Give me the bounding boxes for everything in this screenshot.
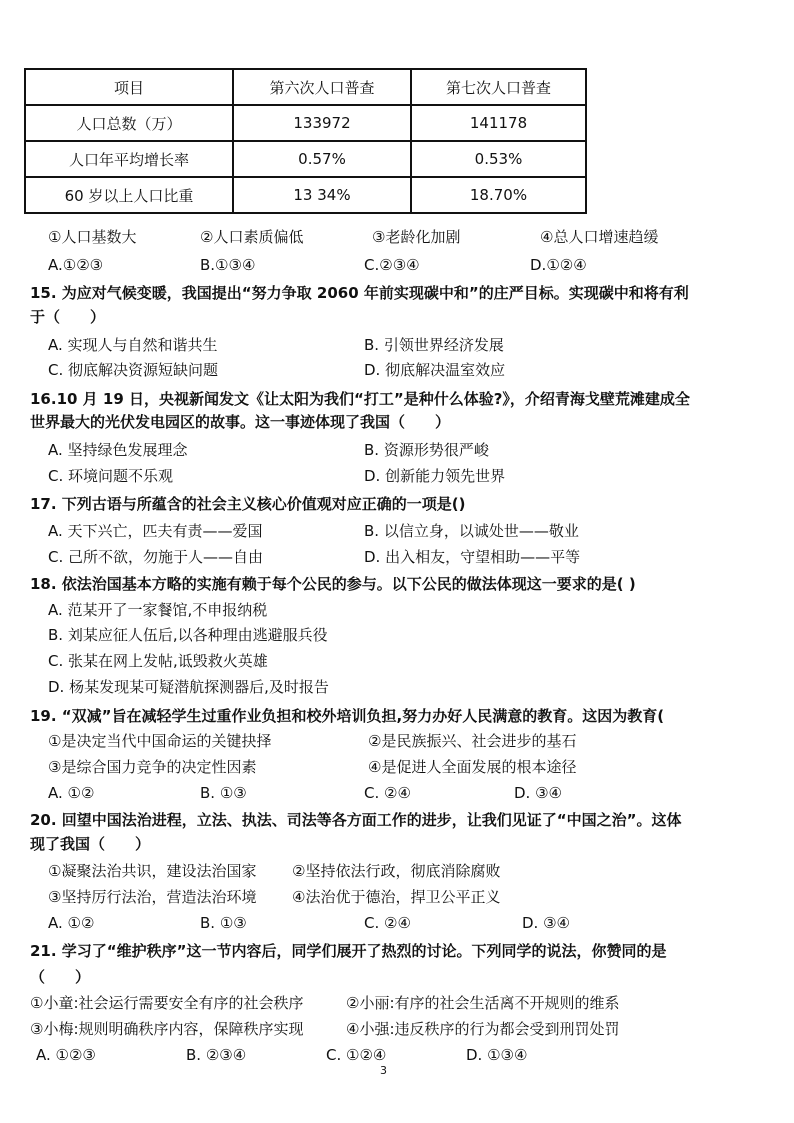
q19-option-a: A. ①②	[48, 784, 95, 802]
table-header-row	[25, 69, 586, 105]
q20-option-c: C. ②④	[364, 914, 411, 932]
q18-option-d: D. 杨某发现某可疑潜航探测器后,及时报告	[48, 678, 329, 696]
table-cell: 13 34%	[233, 177, 411, 213]
table-row	[25, 141, 586, 177]
q17-option-c: C. 己所不欲，勿施于人——自由	[48, 548, 264, 566]
q17-option-d: D. 出入相友，守望相助——平等	[364, 548, 581, 566]
q14-item-4: ④总人口增速趋缓	[540, 228, 659, 246]
q14-option-d: D.①②④	[530, 256, 587, 274]
q20-option-b: B. ①③	[200, 914, 247, 932]
q20-option-a: A. ①②	[48, 914, 95, 932]
q15-option-a: A. 实现人与自然和谐共生	[48, 336, 218, 354]
q21-stem-cont: （ ）	[30, 968, 91, 986]
q16-option-c: C. 环境问题不乐观	[48, 467, 174, 485]
q19-stem: 19. “双减”旨在减轻学生过重作业负担和校外培训负担,努力办好人民满意的教育。这因为教育(	[30, 707, 665, 725]
table-row	[25, 177, 586, 213]
q21-option-c: C. ①②④	[326, 1046, 387, 1064]
q19-item-3: ③是综合国力竞争的决定性因素	[48, 758, 257, 776]
table-cell: 133972	[233, 105, 411, 141]
q20-item-3: ③坚持厉行法治，营造法治环境	[48, 888, 257, 906]
q19-item-2: ②是民族振兴、社会进步的基石	[368, 732, 577, 750]
q21-stem: 21. 学习了“维护秩序”这一节内容后，同学们展开了热烈的讨论。下列同学的说法，你赞同的是	[30, 942, 667, 960]
q14-option-b: B.①③④	[200, 256, 256, 274]
q18-option-b: B. 刘某应征人伍后,以各种理由逃避服兵役	[48, 626, 328, 644]
q14-item-3: ③老龄化加剧	[372, 228, 461, 246]
q16-option-a: A. 坚持绿色发展理念	[48, 441, 188, 459]
q16-option-b: B. 资源形势很严峻	[364, 441, 489, 459]
q15-option-c: C. 彻底解决资源短缺问题	[48, 361, 219, 379]
q20-item-1: ①凝聚法治共识，建设法治国家	[48, 862, 257, 880]
table-header-cell: 第六次人口普查	[233, 69, 411, 105]
q19-option-d: D. ③④	[514, 784, 562, 802]
q20-item-4: ④法治优于德治，捍卫公平正义	[292, 888, 501, 906]
q17-stem: 17. 下列古语与所蕴含的社会主义核心价值观对应正确的一项是()	[30, 495, 466, 513]
q14-item-2: ②人口素质偏低	[200, 228, 304, 246]
q14-option-a: A.①②③	[48, 256, 104, 274]
q19-option-c: C. ②④	[364, 784, 411, 802]
table-cell: 141178	[411, 105, 586, 141]
q18-option-a: A. 范某开了一家餐馆,不申报纳税	[48, 601, 268, 619]
table-header-cell: 项目	[25, 69, 233, 105]
q16-stem: 16.10 月 19 日，央视新闻发文《让太阳为我们“打工”是种什么体验?》，介绍青海戈壁荒滩建成全	[30, 390, 690, 408]
q19-option-b: B. ①③	[200, 784, 247, 802]
q20-stem: 20. 回望中国法治进程，立法、执法、司法等各方面工作的进步，让我们见证了“中国之治”。这体	[30, 811, 682, 829]
q21-item-4: ④小强:违反秩序的行为都会受到刑罚处罚	[346, 1020, 620, 1038]
q19-item-1: ①是决定当代中国命运的关键抉择	[48, 732, 272, 750]
q21-item-1: ①小童:社会运行需要安全有序的社会秩序	[30, 994, 304, 1012]
q14-option-c: C.②③④	[364, 256, 420, 274]
table-row	[25, 105, 586, 141]
q21-option-a: A. ①②③	[36, 1046, 96, 1064]
table-cell: 18.70%	[411, 177, 586, 213]
table-cell: 0.57%	[233, 141, 411, 177]
q16-stem-cont: 世界最大的光伏发电园区的故事。这一事迹体现了我国（ ）	[30, 413, 451, 431]
q20-stem-cont: 现了我国（ ）	[30, 835, 151, 853]
q21-item-3: ③小梅:规则明确秩序内容，保障秩序实现	[30, 1020, 304, 1038]
table-cell: 60 岁以上人口比重	[25, 177, 233, 213]
q15-option-d: D. 彻底解决温室效应	[364, 361, 506, 379]
q15-stem: 15. 为应对气候变暖，我国提出“努力争取 2060 年前实现碳中和”的庄严目标。实现碳中和将有利	[30, 284, 689, 302]
table-cell: 人口年平均增长率	[25, 141, 233, 177]
q18-stem: 18. 依法治国基本方略的实施有赖于每个公民的参与。以下公民的做法体现这一要求的是( )	[30, 575, 636, 593]
q21-item-2: ②小丽:有序的社会生活离不开规则的维系	[346, 994, 620, 1012]
q17-option-a: A. 天下兴亡，匹夫有责——爱国	[48, 522, 263, 540]
q15-option-b: B. 引领世界经济发展	[364, 336, 504, 354]
page-number: 3	[380, 1064, 387, 1077]
table-cell: 0.53%	[411, 141, 586, 177]
census-table	[24, 68, 587, 214]
q20-item-2: ②坚持依法行政，彻底消除腐败	[292, 862, 501, 880]
q15-stem-cont: 于（ ）	[30, 308, 106, 326]
table-cell: 人口总数（万）	[25, 105, 233, 141]
q19-item-4: ④是促进人全面发展的根本途径	[368, 758, 577, 776]
q20-option-d: D. ③④	[522, 914, 570, 932]
q17-option-b: B. 以信立身，以诚处世——敬业	[364, 522, 579, 540]
q18-option-c: C. 张某在网上发帖,诋毁救火英雄	[48, 652, 268, 670]
q14-item-1: ①人口基数大	[48, 228, 137, 246]
table-header-cell: 第七次人口普查	[411, 69, 586, 105]
q21-option-b: B. ②③④	[186, 1046, 247, 1064]
q16-option-d: D. 创新能力领先世界	[364, 467, 506, 485]
q21-option-d: D. ①③④	[466, 1046, 528, 1064]
